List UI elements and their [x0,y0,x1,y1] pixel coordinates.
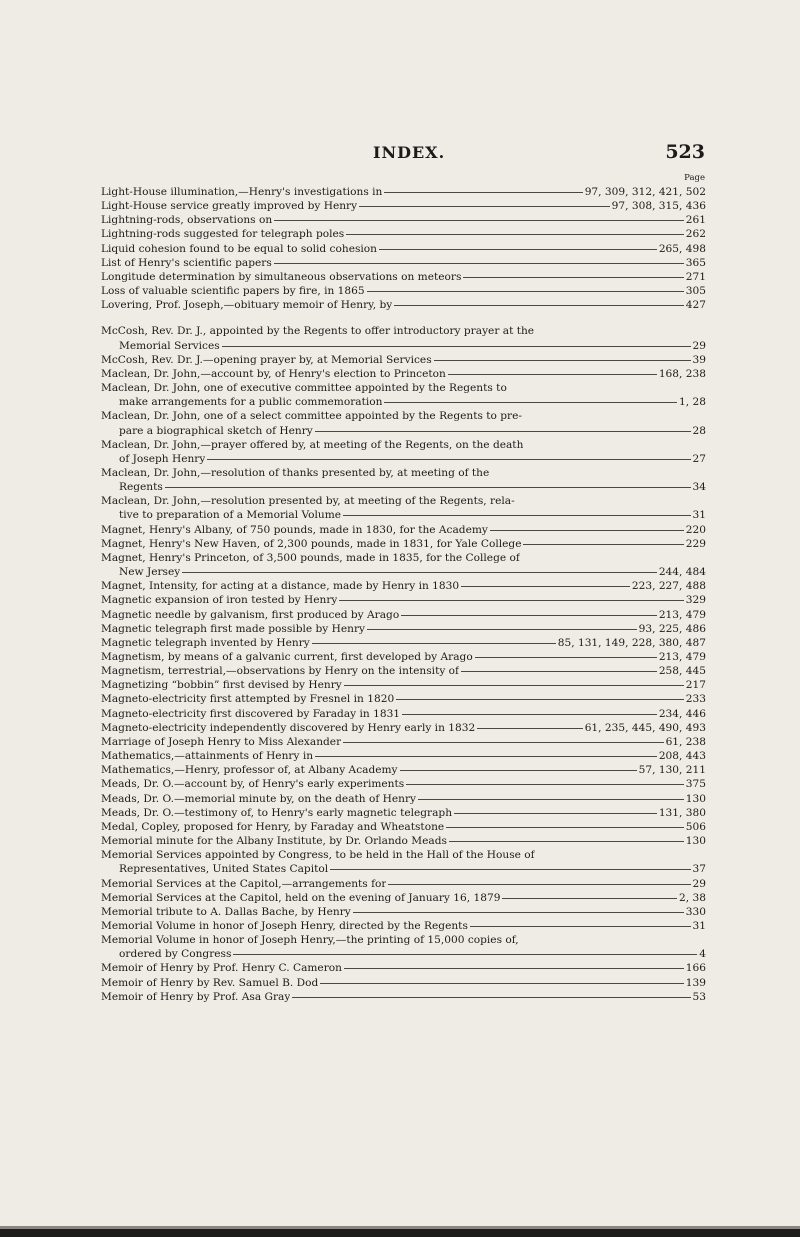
group-separator [101,312,706,324]
leader-line [401,615,657,616]
entry-heading-line [101,608,706,622]
entry-text: Lightning-rods, observations on [101,214,273,227]
entry-heading-line [101,692,706,706]
entry-text: Marriage of Joseph Henry to Miss Alexander [101,735,342,748]
entry-text: Magnet, Henry's Albany, of 750 pounds, made in 1830, for the Academy [101,523,488,536]
entry-heading-line [101,353,706,367]
page-references: 85, 131, 149, 228, 380, 487 [557,636,706,649]
page-number: 523 [665,141,705,163]
entry-heading-line [101,664,706,678]
index-entry [101,664,706,678]
entry-text: Mathematics,—attainments of Henry in [101,750,314,763]
page-references: 130 [685,792,706,805]
entry-text: Magneto-electricity independently discovered by Henry early in 1832 [101,721,476,734]
leader-line [461,586,630,587]
index-entry [101,777,706,791]
index-entry [101,905,706,919]
index-entry [101,537,706,551]
leader-line [446,827,684,828]
entry-text: Magnet, Henry's Princeton, of 3,500 pounds, made in 1835, for the College of [101,551,520,564]
entry-text: of Joseph Henry [119,452,206,465]
leader-line [330,869,690,870]
page-references: 427 [685,299,706,312]
entry-heading-line [101,848,706,862]
index-entry [101,792,706,806]
entry-heading-line [101,579,706,593]
leader-line [182,572,657,573]
entry-heading-line [101,933,706,947]
entry-heading-line [101,324,706,338]
index-entry [101,622,706,636]
entry-text: Magnetizing “bobbin” first devised by Henry [101,679,342,692]
entry-text: Meads, Dr. O.—account by, of Henry's early experiments [101,778,405,791]
page-references: 139 [685,976,706,989]
entry-text: Lovering, Prof. Joseph,—obituary memoir of Henry, by [101,299,393,312]
page-header [98,143,705,167]
entry-text: Magnetic needle by galvanism, first produced by Arago [101,608,400,621]
page-references: 375 [685,778,706,791]
entry-continuation-line [101,508,706,522]
entry-heading-line [101,494,706,508]
index-entry [101,735,706,749]
page-references: 34 [692,481,706,494]
page-references: 262 [685,228,706,241]
index-entry [101,608,706,622]
leader-line [344,685,684,686]
entry-text: Magnetic telegraph invented by Henry [101,636,310,649]
entry-continuation-line [101,452,706,466]
page-references: 213, 479 [658,651,706,663]
entry-heading-line [101,678,706,692]
entry-text: List of Henry's scientific papers [101,256,272,269]
page-references: 93, 225, 486 [638,622,706,635]
entry-heading-line [101,256,706,270]
entry-text: pare a biographical sketch of Henry [119,424,313,437]
entry-text: Light-House service greatly improved by Henry [101,200,358,213]
page-references: 61, 235, 445, 490, 493 [584,721,706,734]
page-references: 37 [692,863,706,876]
entry-heading-line [101,792,706,806]
index-entry [101,933,706,961]
entry-heading-line [101,636,706,650]
index-entry [101,298,706,312]
entry-heading-line [101,891,706,905]
index-entry [101,763,706,777]
page-references: 233 [685,693,706,706]
leader-line [367,291,684,292]
page-references: 365 [685,256,706,269]
page-references: 234, 446 [658,707,706,720]
index-entry [101,256,706,270]
index-entry [101,381,706,409]
leader-line [394,305,684,306]
entry-text: Magneto-electricity first attempted by Fresnel in 1820 [101,693,395,706]
index-entry [101,834,706,848]
entry-text: McCosh, Rev. Dr. J., appointed by the Regents to offer introductory prayer at the [101,325,535,338]
entry-text: Medal, Copley, proposed for Henry, by Faraday and Wheatstone [101,820,445,833]
leader-line [320,983,684,984]
index-entry [101,551,706,579]
leader-line [292,997,690,998]
index-entry [101,919,706,933]
entry-heading-line [101,523,706,537]
leader-line [315,756,657,757]
entry-heading-line [101,763,706,777]
entry-text: Magnetism, terrestrial,—observations by Henry on the intensity of [101,665,459,678]
entry-text: Maclean, Dr. John,—resolution presented by, at meeting of the Regents, rela- [101,495,515,508]
page-references: 31 [692,509,706,522]
entry-text: Representatives, United States Capitol [119,863,329,876]
leader-line [400,770,637,771]
index-entry [101,678,706,692]
leader-line [418,799,684,800]
entry-heading-line [101,227,706,241]
entry-continuation-line [101,395,706,409]
entry-heading-line [101,199,706,213]
entry-heading-line [101,806,706,820]
index-entry [101,466,706,494]
entry-text: Memoir of Henry by Rev. Samuel B. Dod [101,976,319,989]
page-references: 29 [692,877,706,890]
page-references: 220 [685,523,706,536]
entry-continuation-line [101,947,706,961]
index-group-l [101,185,706,312]
entry-continuation-line [101,424,706,438]
page-references: 261 [685,214,706,227]
entry-text: Memorial Volume in honor of Joseph Henry,—the printing of 15,000 copies of, [101,934,519,947]
entry-text: Regents [119,481,163,494]
leader-line [402,714,657,715]
leader-line [434,360,691,361]
entry-heading-line [101,367,706,381]
entry-text: Memorial Volume in honor of Joseph Henry, directed by the Regents [101,919,468,932]
entry-text: Magneto-electricity first discovered by Faraday in 1831 [101,707,401,720]
index-entry [101,990,706,1004]
entry-text: Memorial Services [119,339,220,352]
page-references: 217 [685,679,706,692]
entry-text: Lightning-rods suggested for telegraph poles [101,228,345,241]
page-references: 97, 308, 315, 436 [611,200,706,213]
entry-heading-line [101,961,706,975]
entry-text: McCosh, Rev. Dr. J.—opening prayer by, at Memorial Services [101,353,432,366]
index-entry [101,877,706,891]
entry-text: make arrangements for a public commemoration [119,396,383,409]
page-references: 244, 484 [658,566,706,579]
entry-heading-line [101,777,706,791]
leader-line [346,234,684,235]
page-references: 2, 38 [679,891,706,904]
entry-continuation-line [101,339,706,353]
entry-text: Maclean, Dr. John,—resolution of thanks presented by, at meeting of the [101,466,490,479]
page-references: 97, 309, 312, 421, 502 [584,186,706,198]
leader-line [454,813,657,814]
index-entry [101,227,706,241]
index-entry [101,707,706,721]
index-entry [101,961,706,975]
index-entry [101,438,706,466]
page-references: 223, 227, 488 [631,580,706,593]
entry-heading-line [101,270,706,284]
entry-heading-line [101,551,706,565]
leader-line [274,263,684,264]
entry-heading-line [101,409,706,423]
page-references: 31 [692,919,706,932]
leader-line [274,220,684,221]
leader-line [523,544,683,545]
index-entry [101,523,706,537]
page-references: 258, 445 [658,665,706,678]
index-entry [101,579,706,593]
leader-line [339,600,683,601]
entry-text: ordered by Congress [119,948,232,961]
index-entry [101,284,706,298]
entry-heading-line [101,242,706,256]
page-references: 229 [685,537,706,550]
leader-line [379,249,657,250]
leader-line [315,431,691,432]
entry-heading-line [101,438,706,452]
page-references: 4 [699,948,706,961]
index-entry [101,636,706,650]
index-entry [101,891,706,905]
leader-line [502,898,677,899]
index-entry [101,199,706,213]
entry-text: Magnetic telegraph first made possible by Henry [101,622,366,635]
index-entry [101,692,706,706]
page-references: 271 [685,270,706,283]
entry-heading-line [101,284,706,298]
leader-line [470,926,691,927]
entry-heading-line [101,213,706,227]
index-entry [101,494,706,522]
entry-text: Maclean, Dr. John, one of executive committee appointed by the Regents to [101,382,507,395]
entry-text: Memorial Services at the Capitol, held on the evening of January 16, 1879 [101,891,501,904]
entry-continuation-line [101,480,706,494]
entry-heading-line [101,834,706,848]
entry-text: Memorial minute for the Albany Institute, by Dr. Orlando Meads [101,835,447,848]
index-entry [101,749,706,763]
entry-continuation-line [101,565,706,579]
entry-heading-line [101,877,706,891]
running-title: INDEX. [373,143,446,162]
leader-line [343,515,690,516]
entry-text: Maclean, Dr. John,—account by, of Henry's election to Princeton [101,367,446,380]
leader-line [396,699,684,700]
page-column-label: Page [684,173,705,183]
index-group-m [101,324,706,1004]
index-entries [101,185,706,1004]
index-entry [101,324,706,352]
index-entry [101,185,706,199]
entry-heading-line [101,820,706,834]
index-entry [101,353,706,367]
entry-heading-line [101,749,706,763]
page-references: 39 [692,353,706,366]
leader-line [165,487,691,488]
page-references: 29 [692,339,706,352]
leader-line [367,629,637,630]
index-entry [101,593,706,607]
leader-line [207,459,690,460]
leader-line [490,530,684,531]
entry-text: Memoir of Henry by Prof. Henry C. Cameron [101,962,342,975]
entry-text: New Jersey [119,566,181,579]
entry-text: Liquid cohesion found to be equal to solid cohesion [101,242,377,255]
leader-line [233,954,697,955]
leader-line [353,912,684,913]
entry-continuation-line [101,862,706,876]
index-entry [101,650,706,664]
leader-line [384,192,582,193]
entry-text: Meads, Dr. O.—testimony of, to Henry's early magnetic telegraph [101,806,453,819]
page-references: 265, 498 [658,242,706,255]
entry-text: Magnet, Henry's New Haven, of 2,300 pounds, made in 1831, for Yale College [101,537,522,550]
index-entry [101,367,706,381]
entry-text: Mathematics,—Henry, professor of, at Albany Academy [101,764,398,777]
leader-line [475,657,657,658]
entry-heading-line [101,707,706,721]
entry-heading-line [101,622,706,636]
page-references: 506 [685,820,706,833]
page-references: 53 [692,990,706,1003]
entry-heading-line [101,990,706,1004]
page-references: 168, 238 [658,367,706,380]
entry-text: Magnet, Intensity, for acting at a distance, made by Henry in 1830 [101,580,460,593]
entry-heading-line [101,919,706,933]
index-entry [101,242,706,256]
entry-heading-line [101,735,706,749]
index-entry [101,270,706,284]
leader-line [222,346,691,347]
leader-line [359,206,610,207]
index-entry [101,806,706,820]
leader-line [463,277,683,278]
page-references: 130 [685,835,706,848]
page-references: 28 [692,424,706,437]
page-references: 330 [685,905,706,918]
leader-line [388,884,690,885]
index-entry [101,820,706,834]
index-entry [101,976,706,990]
page-references: 213, 479 [658,608,706,621]
entry-text: Longitude determination by simultaneous observations on meteors [101,270,462,283]
entry-text: Memorial Services at the Capitol,—arrangements for [101,877,387,890]
entry-heading-line [101,537,706,551]
entry-text: Maclean, Dr. John, one of a select committee appointed by the Regents to pre- [101,410,522,423]
entry-heading-line [101,905,706,919]
leader-line [477,728,582,729]
page-references: 57, 130, 211 [638,764,706,777]
leader-line [384,402,677,403]
entry-heading-line [101,976,706,990]
entry-text: Light-House illumination,—Henry's investigations in [101,186,383,198]
index-entry [101,409,706,437]
page-references: 329 [685,594,706,607]
page-references: 166 [685,962,706,975]
entry-text: Loss of valuable scientific papers by fire, in 1865 [101,285,365,298]
entry-heading-line [101,593,706,607]
page-references: 61, 238 [665,735,706,748]
page-references: 131, 380 [658,806,706,819]
page-references: 1, 28 [679,396,706,409]
entry-text: Magnetic expansion of iron tested by Henry [101,594,338,607]
entry-heading-line [101,466,706,480]
leader-line [449,841,684,842]
entry-heading-line [101,381,706,395]
entry-text: Magnetism, by means of a galvanic current, first developed by Arago [101,651,473,663]
entry-text: tive to preparation of a Memorial Volume [119,509,342,522]
entry-text: Memorial Services appointed by Congress, to be held in the Hall of the House of [101,849,535,862]
leader-line [461,671,657,672]
entry-heading-line [101,721,706,735]
entry-text: Memorial tribute to A. Dallas Bache, by Henry [101,905,351,918]
entry-text: Meads, Dr. O.—memorial minute by, on the death of Henry [101,792,417,805]
entry-text: Memoir of Henry by Prof. Asa Gray [101,990,291,1003]
index-entry [101,848,706,876]
leader-line [312,643,556,644]
index-entry [101,213,706,227]
entry-heading-line [101,185,706,199]
entry-text: Maclean, Dr. John,—prayer offered by, at meeting of the Regents, on the death [101,438,524,451]
page-references: 305 [685,285,706,298]
page-references: 27 [692,452,706,465]
leader-line [448,374,657,375]
entry-heading-line [101,298,706,312]
page-references: 208, 443 [658,750,706,763]
leader-line [344,968,684,969]
leader-line [343,742,663,743]
leader-line [406,784,684,785]
index-entry [101,721,706,735]
entry-heading-line [101,650,706,664]
page-bottom-edge [0,1229,800,1237]
